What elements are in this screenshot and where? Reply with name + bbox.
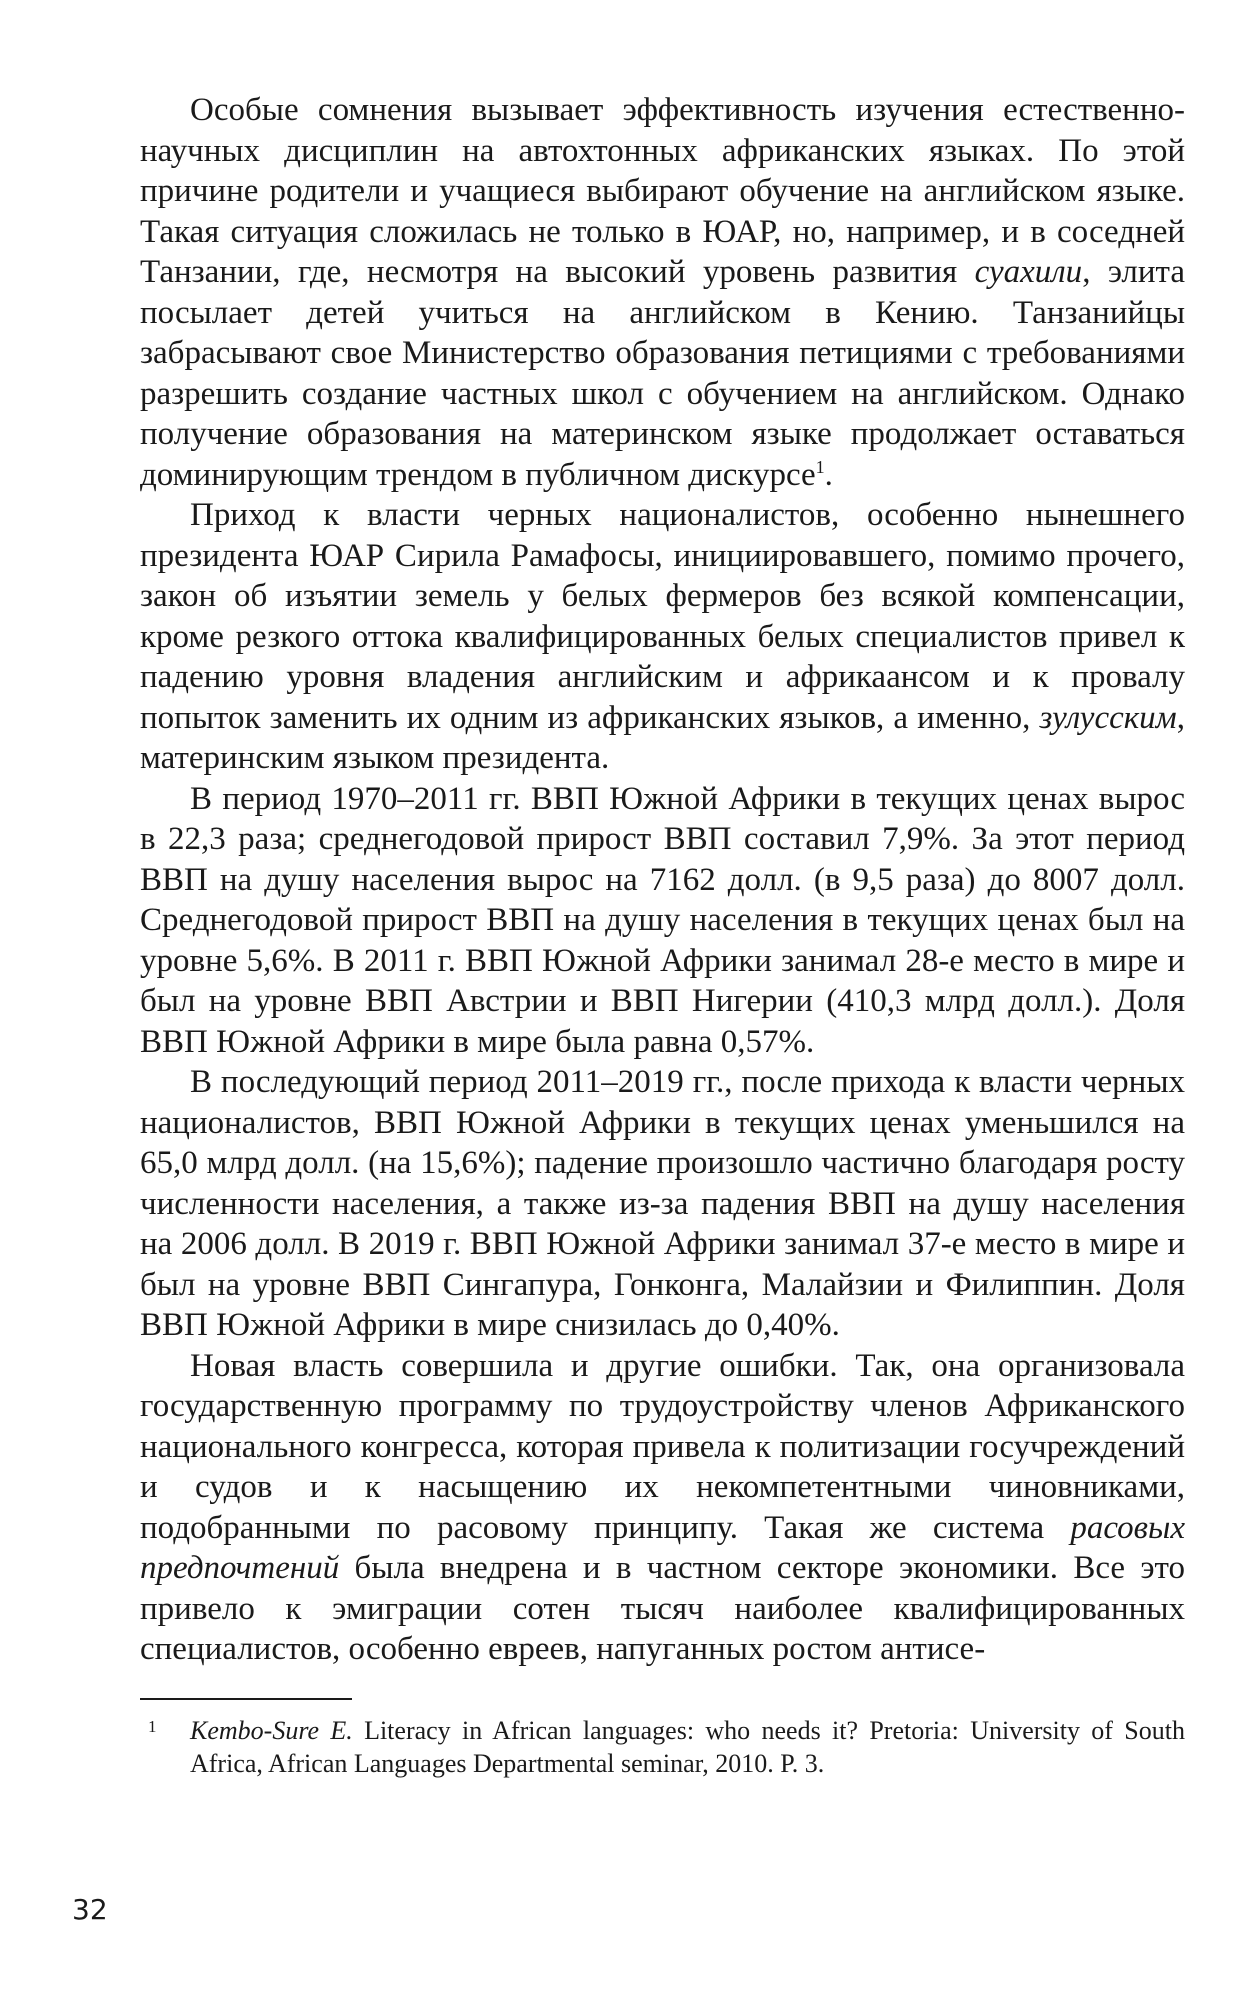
paragraph-text: В последующий период 2011–2019 гг., после прихода к власти черных националистов, ВВП Южной Африки в текущих ценах уменьшился на 65,0 млрд долл. (на 15,6%); падение произошло частично благодаря росту численности населения, а также из-за падения ВВП на душу населения на 2006 долл. В 2019 г. ВВП Южной Африки занимал 37-е место в мире и был на уровне ВВП Сингапура, Гонконга, Малайзии и Филиппин. Доля ВВП Южной Африки в мире снизилась до 0,40%.: [140, 1064, 1185, 1343]
footnote-separator: [140, 1698, 352, 1700]
paragraph: [140, 1062, 1185, 1346]
body-text: [140, 90, 1185, 1670]
paragraph-text: Новая власть совершила и другие ошибки. Так, она организовала государственную программу по трудоустройству членов Африканского национального конгресса, которая привела к политизации госучреждений и судов и к насыщению их некомпетентными чиновниками, подобранными по расовому принципу. Такая же система: [140, 1347, 1185, 1546]
italic-term: суахили: [974, 254, 1083, 290]
footnote-reference: 1: [815, 456, 825, 477]
footnote-text: Literacy in African languages: who needs it? Pretoria: University of South Africa, African Languages Departmental seminar, 2010. P. 3.: [190, 1715, 1185, 1778]
page: [140, 90, 1185, 1780]
paragraph: [140, 495, 1185, 779]
page-number: 32: [72, 1893, 108, 1926]
paragraph-text: была внедрена и в частном секторе экономики. Все это привело к эмиграции сотен тысяч наиболее квалифицированных специалистов, особенно евреев, напуганных ростом антисе-: [140, 1550, 1185, 1667]
paragraph-text: В период 1970–2011 гг. ВВП Южной Африки в текущих ценах вырос в 22,3 раза; среднегодовой прирост ВВП составил 7,9%. За этот период ВВП на душу населения вырос на 7162 долл. (в 9,5 раза) до 8007 долл. Среднегодовой прирост ВВП на душу населения в текущих ценах был на уровне 5,6%. В 2011 г. ВВП Южной Африки занимал 28-е место в мире и был на уровне ВВП Австрии и ВВП Нигерии (410,3 млрд долл.). Доля ВВП Южной Африки в мире была равна 0,57%.: [140, 780, 1185, 1060]
footnote: [140, 1714, 1185, 1780]
footnote-author: Kembo-Sure E.: [190, 1715, 353, 1745]
footnote-marker: 1: [148, 1716, 157, 1736]
paragraph-text: Приход к власти черных националистов, особенно нынешнего президента ЮАР Сирила Рамафосы, инициировавшего, помимо прочего, закон об изъятии земель у белых фермеров без всякой компенсации, кроме резкого оттока квалифицированных белых специалистов привел к падению уровня владения английским и африкаансом и к провалу попыток заменить их одним из африканских языков, а именно,: [140, 497, 1185, 736]
paragraph-text: .: [824, 456, 833, 493]
paragraph-text: , элита посылает детей учиться на английском в Кению. Танзанийцы забрасывают свое Министерство образования петициями с требованиями разрешить создание частных школ с обучением на английском. Однако получение образования на материнском языке продолжает оставаться доминирующим трендом в публичном дискурсе: [140, 254, 1185, 493]
italic-term: зулусским: [1039, 699, 1177, 736]
paragraph-text: , материнским языком президента.: [140, 699, 1185, 776]
paragraph-text: Особые сомнения вызывает эффективность изучения естественно-научных дисциплин на автохтонных африканских языках. По этой причине родители и учащиеся выбирают обучение на английском языке. Такая ситуация сложилась не только в ЮАР, но, например, и в соседней Танзании, где, несмотря на высокий уровень развития: [140, 92, 1185, 290]
italic-term: расовых предпочтений: [140, 1509, 1185, 1586]
paragraph: [140, 779, 1185, 1063]
paragraph: [140, 1346, 1185, 1670]
paragraph: [140, 90, 1185, 495]
